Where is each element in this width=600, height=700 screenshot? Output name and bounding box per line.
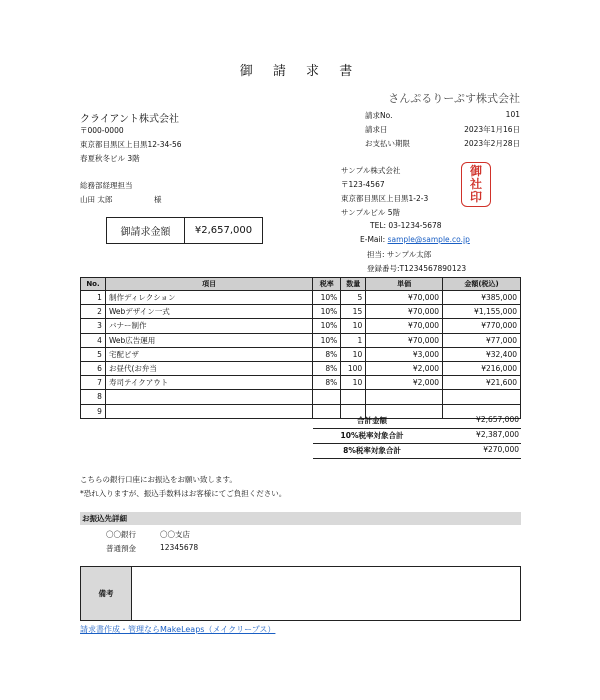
summary-10pct-row — [313, 430, 521, 444]
row-tax-rate: 10% — [313, 333, 341, 347]
total-amount-value: ¥2,657,000 — [194, 225, 253, 236]
row-quantity: 1 — [341, 333, 366, 347]
client-department: 総務部経理担当 — [80, 181, 133, 190]
row-quantity: 100 — [341, 361, 366, 375]
row-quantity: 10 — [341, 319, 366, 333]
row-no: 1 — [81, 291, 106, 305]
remarks-content[interactable] — [132, 567, 520, 620]
issuer-email-link[interactable]: sample@sample.co.jp — [387, 235, 470, 244]
invoice-number-value: 101 — [505, 110, 520, 119]
issuer-registration: 登録番号:T1234567890123 — [367, 264, 467, 273]
row-tax-rate: 10% — [313, 319, 341, 333]
table-row — [81, 376, 521, 390]
total-amount-label: 御請求金額 — [107, 218, 185, 243]
makeleaps-link[interactable]: 請求書作成・管理ならMakeLeaps（メイクリープス） — [80, 625, 276, 634]
row-no: 9 — [81, 404, 106, 418]
row-item — [105, 390, 312, 404]
row-amount: ¥770,000 — [443, 319, 521, 333]
row-quantity: 10 — [341, 376, 366, 390]
header-no: No. — [81, 278, 106, 291]
summary-8pct-row — [313, 445, 521, 459]
row-no: 3 — [81, 319, 106, 333]
due-date-value: 2023年2月28日 — [464, 139, 520, 148]
client-name: クライアント株式会社 — [80, 114, 179, 125]
row-item: バナー制作 — [105, 319, 312, 333]
issuer-building: サンプルビル 5階 — [341, 208, 400, 217]
row-quantity: 15 — [341, 305, 366, 319]
account-number: 12345678 — [160, 543, 199, 552]
summary-10pct-label: 10%税率対象合計 — [340, 431, 404, 440]
row-amount: ¥216,000 — [443, 361, 521, 375]
row-item: 寿司テイクアウト — [105, 376, 312, 390]
payment-note: こちらの銀行口座にお振込をお願い致します。 — [80, 475, 237, 484]
row-quantity: 10 — [341, 347, 366, 361]
invoice-date-label: 請求日 — [365, 125, 388, 134]
bank-branch: 〇〇支店 — [160, 530, 190, 539]
table-row — [81, 319, 521, 333]
client-building: 春夏秋冬ビル 3階 — [80, 154, 140, 163]
row-amount: ¥21,600 — [443, 376, 521, 390]
summary-total-value: ¥2,657,000 — [476, 415, 519, 424]
row-quantity — [341, 390, 366, 404]
bank-details-header: お振込先詳細 — [80, 512, 521, 525]
summary-10pct-value: ¥2,387,000 — [476, 430, 519, 439]
header-amount: 金額(税込) — [443, 278, 521, 291]
row-tax-rate: 10% — [313, 291, 341, 305]
row-item: Web広告運用 — [105, 333, 312, 347]
company-seal-stamp: 御 社 印 — [461, 162, 491, 207]
header-tax-rate: 税率 — [313, 278, 341, 291]
summary-total-row — [313, 415, 521, 429]
row-amount: ¥1,155,000 — [443, 305, 521, 319]
row-tax-rate — [313, 390, 341, 404]
issuer-tel: TEL: 03-1234-5678 — [370, 221, 442, 230]
account-type: 普通預金 — [106, 544, 136, 553]
row-no: 5 — [81, 347, 106, 361]
header-quantity: 数量 — [341, 278, 366, 291]
summary-8pct-value: ¥270,000 — [483, 445, 519, 454]
row-unit-price: ¥70,000 — [366, 333, 443, 347]
client-postal: 〒000-0000 — [80, 126, 124, 135]
row-tax-rate: 8% — [313, 376, 341, 390]
row-item — [105, 404, 312, 418]
issuer-header: さんぷるりーぷす株式会社 — [388, 92, 520, 105]
row-amount — [443, 390, 521, 404]
table-row — [81, 291, 521, 305]
row-no: 6 — [81, 361, 106, 375]
row-unit-price — [366, 390, 443, 404]
client-address: 東京都目黒区上目黒12-34-56 — [80, 140, 182, 149]
due-date-label: お支払い期限 — [365, 139, 410, 148]
row-item: お昼代(お弁当 — [105, 361, 312, 375]
row-unit-price: ¥3,000 — [366, 347, 443, 361]
row-tax-rate: 8% — [313, 361, 341, 375]
issuer-email-row — [360, 235, 470, 244]
summary-8pct-label: 8%税率対象合計 — [343, 446, 401, 455]
issuer-contact: 担当: サンプル太郎 — [367, 250, 432, 259]
row-item: 制作ディレクション — [105, 291, 312, 305]
row-quantity: 5 — [341, 291, 366, 305]
table-row — [81, 333, 521, 347]
header-unit-price: 単価 — [366, 278, 443, 291]
total-amount-box — [106, 217, 263, 244]
row-item: Webデザイン一式 — [105, 305, 312, 319]
row-unit-price: ¥70,000 — [366, 319, 443, 333]
row-no: 2 — [81, 305, 106, 319]
remarks-box — [80, 566, 521, 621]
row-amount: ¥32,400 — [443, 347, 521, 361]
row-tax-rate: 8% — [313, 347, 341, 361]
row-unit-price: ¥70,000 — [366, 305, 443, 319]
table-row — [81, 347, 521, 361]
document-title: 御 請 求 書 — [239, 64, 361, 79]
remarks-label: 備考 — [81, 567, 132, 620]
row-amount: ¥385,000 — [443, 291, 521, 305]
fee-note: *恐れ入りますが、振込手数料はお客様にてご負担ください。 — [80, 489, 287, 498]
issuer-address: 東京都目黒区上目黒1-2-3 — [341, 194, 429, 203]
row-no: 7 — [81, 376, 106, 390]
invoice-number-label: 請求No. — [365, 111, 393, 120]
issuer-postal: 〒123-4567 — [341, 180, 385, 189]
row-unit-price: ¥2,000 — [366, 376, 443, 390]
row-tax-rate: 10% — [313, 305, 341, 319]
summary-total-label: 合計金額 — [357, 416, 387, 425]
table-row — [81, 361, 521, 375]
row-item: 宅配ピザ — [105, 347, 312, 361]
table-row — [81, 305, 521, 319]
client-person: 山田 太郎 — [80, 195, 113, 204]
row-no: 8 — [81, 390, 106, 404]
header-item: 項目 — [105, 278, 312, 291]
invoice-date-value: 2023年1月16日 — [464, 125, 520, 134]
row-unit-price: ¥2,000 — [366, 361, 443, 375]
row-unit-price: ¥70,000 — [366, 291, 443, 305]
issuer-email-label: E-Mail: — [360, 235, 386, 244]
row-amount: ¥77,000 — [443, 333, 521, 347]
table-header-row — [81, 278, 521, 291]
client-honorific: 様 — [154, 195, 162, 204]
table-row — [81, 390, 521, 404]
bank-name: 〇〇銀行 — [106, 530, 136, 539]
issuer-name: サンプル株式会社 — [341, 166, 401, 175]
items-table — [80, 277, 521, 419]
row-no: 4 — [81, 333, 106, 347]
